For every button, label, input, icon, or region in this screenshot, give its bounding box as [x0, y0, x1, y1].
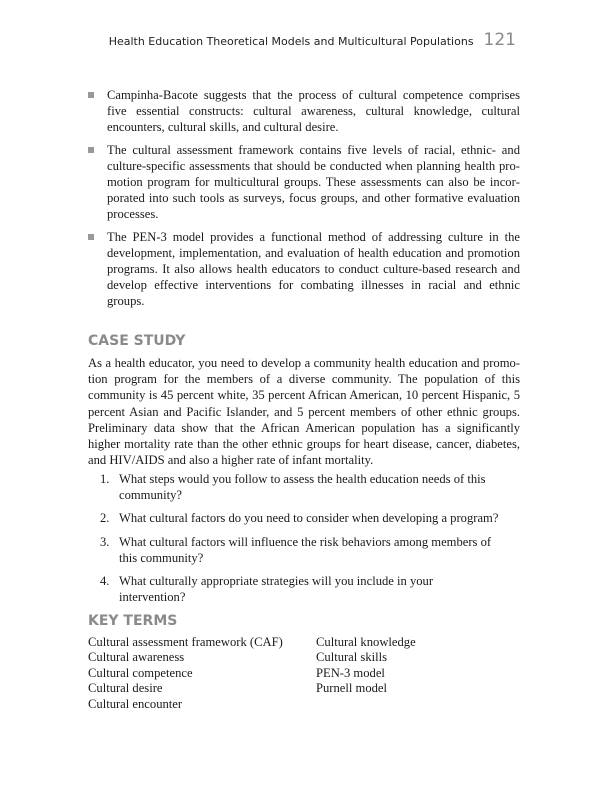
summary-bullets [88, 87, 520, 316]
question-item [88, 573, 520, 605]
question-text: What cultural factors will influence the risk behaviors among members of this community? [119, 534, 492, 565]
bullet-text: The PEN-3 model provides a functional method of addressing culture in the development, implementation, and evaluation of health education and promotion programs. It also allows health educators to conduct culture-based research and develop effective interventions for combating illnesses in racial and ethnic groups. [107, 229, 520, 309]
case-study-paragraph: As a health educator, you need to develop a community health education and promotion program for the members of a diverse community. The population of this community is 45 percent white, 35 percent African American, 10 percent Hispanic, 5 percent Asian and Pacific Islander, and 5 percent members of other ethnic groups. Preliminary data show that the African American population has a significantly higher mortality rate than the other ethnic groups for heart disease, cancer, diabetes, and HIV/AIDS and also a higher rate of infant mortality. [88, 356, 520, 468]
bullet-item [88, 229, 520, 310]
case-study-heading: CASE STUDY [88, 333, 186, 349]
key-terms-right-column [316, 635, 520, 712]
question-number: 4. [100, 574, 110, 589]
running-header [109, 30, 516, 50]
question-text: What culturally appropriate strategies will you include in your intervention? [119, 574, 434, 605]
question-item [88, 510, 520, 526]
key-terms-heading: KEY TERMS [88, 613, 178, 629]
running-title: Health Education Theoretical Models and Multicultural Populations [108, 35, 474, 48]
square-bullet-icon [88, 234, 94, 240]
question-number: 1. [100, 472, 110, 486]
square-bullet-icon [88, 147, 94, 153]
bullet-item [88, 142, 520, 223]
bullet-item [88, 87, 520, 136]
key-term: Cultural knowledge [316, 635, 416, 649]
bullet-text: The cultural assessment framework contains five levels of racial, ethnic- and culture-specific assessments that should be conducted when planning health promotion program for multicultural groups. These assessments can also be incorporated into such tools as surveys, focus groups, and other formative evaluation processes. [107, 142, 520, 222]
question-number: 3. [100, 534, 110, 549]
question-item [88, 471, 520, 503]
square-bullet-icon [88, 92, 94, 98]
key-terms-left-column [88, 635, 316, 712]
key-term: Cultural awareness [88, 650, 185, 665]
key-term: Cultural competence [88, 665, 193, 680]
question-item [88, 534, 520, 566]
question-number: 2. [100, 511, 110, 526]
case-study-questions [88, 471, 520, 612]
key-term: Cultural skills [316, 650, 388, 665]
key-term: Cultural desire [88, 681, 163, 696]
bullet-text: Campinha-Bacote suggests that the process of cultural competence comprises five essential constructs: cultural awareness, cultural knowledge, cultural encounters, cultural skills, and cultural desire. [107, 88, 520, 135]
page-number: 121 [483, 30, 516, 50]
key-term: Cultural encounter [88, 696, 183, 711]
key-term: PEN-3 model [316, 665, 385, 680]
key-term: Purnell model [316, 681, 388, 696]
question-text: What steps would you follow to assess the health education needs of this community? [119, 472, 486, 503]
key-terms-list [88, 635, 520, 712]
question-text: What cultural factors do you need to consider when developing a program? [119, 511, 499, 526]
key-term: Cultural assessment framework (CAF) [88, 635, 283, 649]
